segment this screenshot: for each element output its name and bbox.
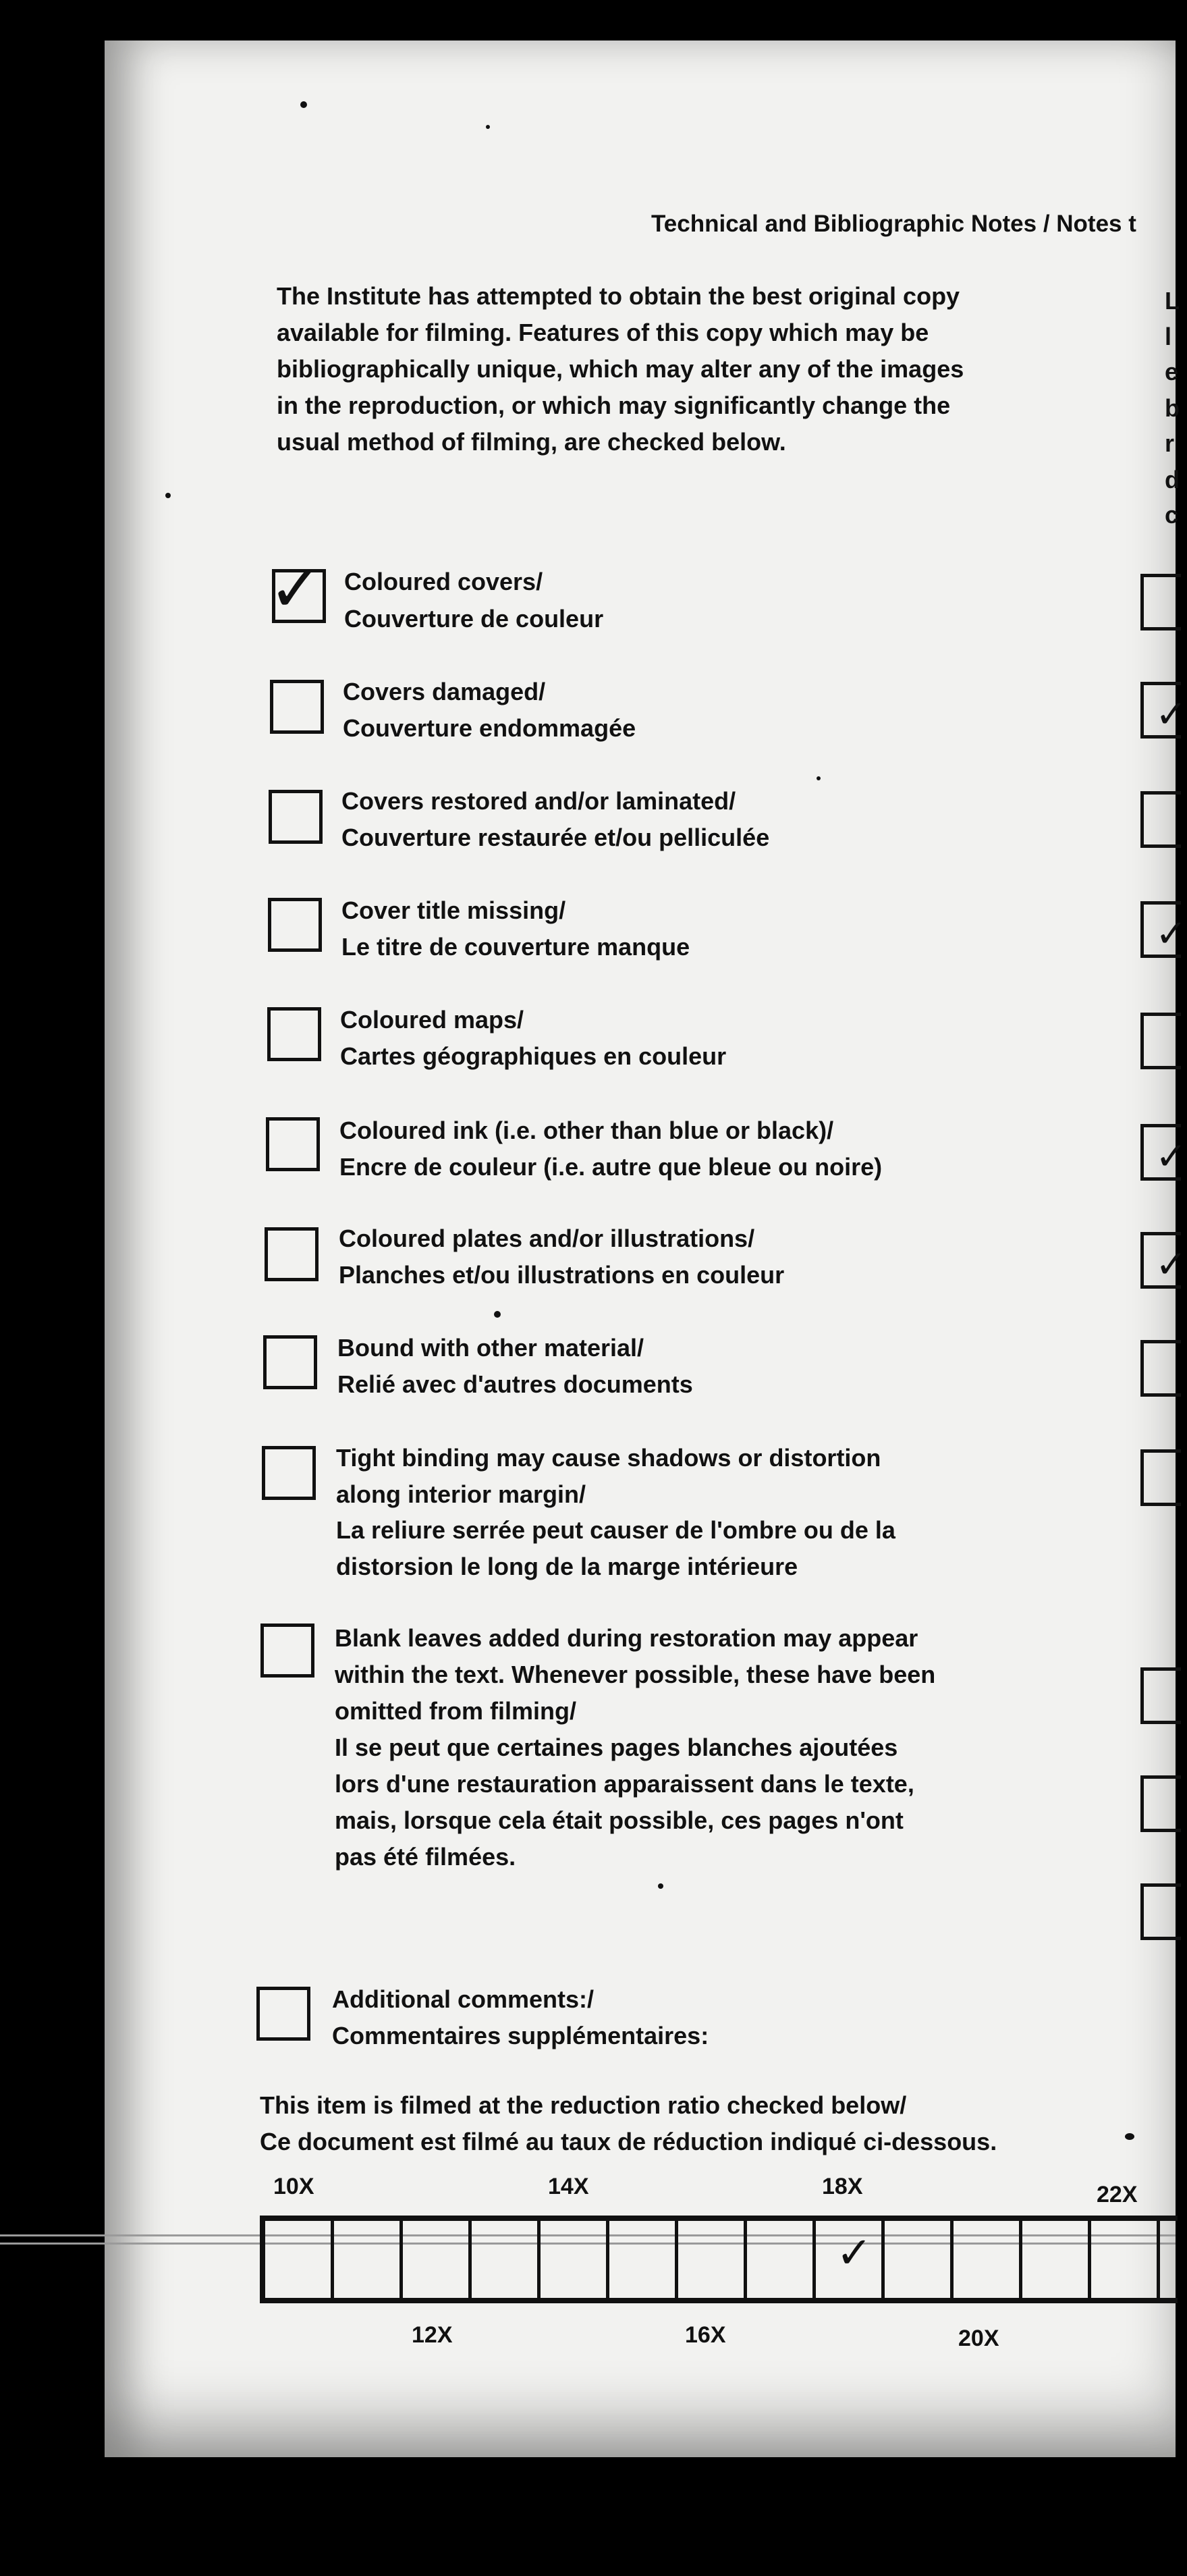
check-icon: ✓ xyxy=(1155,1135,1187,1177)
item-fr-label: Relié avec d'autres documents xyxy=(337,1370,693,1398)
check-icon: ✓ xyxy=(836,2228,873,2277)
tight-binding-checkbox[interactable] xyxy=(262,1446,316,1500)
comments-en-label: Additional comments:/ xyxy=(332,1985,595,2013)
item-en-label: Coloured maps/ xyxy=(340,1006,524,1034)
check-icon: ✓ xyxy=(1155,693,1187,735)
item-en-label: Coloured ink (i.e. other than blue or black)/ xyxy=(339,1117,834,1144)
right-column-checkbox[interactable] xyxy=(1140,791,1181,848)
ratio-cell[interactable] xyxy=(472,2221,541,2298)
dust-speck xyxy=(494,1311,501,1318)
blank-leaves-checkbox[interactable] xyxy=(260,1624,314,1678)
right-column-letter: r xyxy=(1165,429,1175,457)
covers-restored-checkbox[interactable] xyxy=(269,790,323,844)
dust-speck xyxy=(658,1883,663,1889)
right-column-letter: e xyxy=(1165,358,1179,385)
item-fr-label: Couverture endommagée xyxy=(343,714,636,742)
scale-bottom-label: 12X xyxy=(412,2322,453,2348)
dust-speck xyxy=(1125,2133,1134,2140)
ratio-cell-checked[interactable] xyxy=(816,2221,885,2298)
bound-with-other-checkbox[interactable] xyxy=(263,1335,317,1389)
dust-speck xyxy=(817,776,821,780)
ratio-cell[interactable] xyxy=(609,2221,678,2298)
intro-paragraph: The Institute has attempted to obtain the best original copy available for filming. Features of this copy which may be bibliographically unique, which may alter any of the images in the reproduction, or which may significantly change the usual method of filming, are checked below. xyxy=(277,282,964,456)
cover-title-missing-checkbox[interactable] xyxy=(268,898,322,952)
coloured-plates-checkbox[interactable] xyxy=(265,1227,319,1281)
ratio-line-en: This item is filmed at the reduction ratio checked below/ xyxy=(260,2091,907,2119)
item-fr-label: Planches et/ou illustrations en couleur xyxy=(339,1261,785,1289)
ratio-line-fr: Ce document est filmé au taux de réduction indiqué ci-dessous. xyxy=(260,2128,997,2155)
right-column-letter: l xyxy=(1165,323,1172,350)
check-icon: ✓ xyxy=(269,553,323,625)
scale-top-label: 10X xyxy=(273,2174,314,2199)
right-column-letter: c xyxy=(1165,501,1179,529)
item-fr-label: Le titre de couverture manque xyxy=(341,933,690,961)
dust-speck xyxy=(300,101,307,108)
item-fr-label: Couverture de couleur xyxy=(344,605,604,633)
item-en-label: Blank leaves added during restoration may appear within the text. Whenever possible, these have been omitted from filming/ xyxy=(335,1624,936,1725)
ratio-cell[interactable] xyxy=(403,2221,472,2298)
ratio-cell[interactable] xyxy=(747,2221,816,2298)
check-icon: ✓ xyxy=(1155,912,1187,955)
item-en-label: Bound with other material/ xyxy=(337,1334,644,1362)
dust-speck xyxy=(486,125,490,129)
item-fr-label: Cartes géographiques en couleur xyxy=(340,1042,727,1070)
reduction-ratio-grid xyxy=(260,2216,1178,2303)
right-column-checkbox[interactable] xyxy=(1140,1667,1181,1724)
right-column-letter: L xyxy=(1165,287,1180,315)
scale-bottom-label: 20X xyxy=(958,2326,999,2351)
ratio-cell[interactable] xyxy=(265,2221,334,2298)
scale-top-label: 18X xyxy=(822,2174,863,2199)
item-fr-label: Il se peut que certaines pages blanches ajoutées lors d'une restauration apparaissent dans le texte, mais, lorsque cela était possible, ces pages n'ont pas été filmées. xyxy=(335,1734,914,1871)
right-column-checkbox[interactable] xyxy=(1140,574,1181,630)
page-title: Technical and Bibliographic Notes / Notes t xyxy=(651,211,1136,237)
coloured-ink-checkbox[interactable] xyxy=(266,1117,320,1171)
scale-top-label: 22X xyxy=(1097,2182,1138,2207)
item-en-label: Coloured plates and/or illustrations/ xyxy=(339,1225,755,1252)
right-column-checkbox[interactable] xyxy=(1140,1013,1181,1069)
coloured-maps-checkbox[interactable] xyxy=(267,1007,321,1061)
item-en-label: Covers damaged/ xyxy=(343,678,546,705)
right-column-letter: d xyxy=(1165,466,1180,493)
item-fr-label: Couverture restaurée et/ou pelliculée xyxy=(341,824,770,851)
item-fr-label: La reliure serrée peut causer de l'ombre ou de la distorsion le long de la marge intérieure xyxy=(336,1516,895,1580)
ratio-cell[interactable] xyxy=(885,2221,954,2298)
item-fr-label: Encre de couleur (i.e. autre que bleue ou noire) xyxy=(339,1153,883,1181)
ratio-cell[interactable] xyxy=(334,2221,403,2298)
check-icon: ✓ xyxy=(1155,1243,1187,1285)
item-en-label: Cover title missing/ xyxy=(341,896,566,924)
right-column-checkbox[interactable] xyxy=(1140,1775,1181,1832)
scale-top-label: 14X xyxy=(548,2174,589,2199)
ratio-cell[interactable] xyxy=(1091,2221,1160,2298)
item-en-label: Covers restored and/or laminated/ xyxy=(341,787,736,815)
ratio-cell[interactable] xyxy=(678,2221,747,2298)
right-column-checkbox[interactable] xyxy=(1140,1340,1181,1397)
right-column-checkbox[interactable] xyxy=(1140,1449,1181,1506)
scale-bottom-label: 16X xyxy=(685,2322,726,2348)
comments-fr-label: Commentaires supplémentaires: xyxy=(332,2022,709,2049)
item-en-label: Coloured covers/ xyxy=(344,568,543,595)
ratio-cell[interactable] xyxy=(954,2221,1022,2298)
dust-speck xyxy=(165,493,171,498)
ratio-cell[interactable] xyxy=(1022,2221,1091,2298)
additional-comments-checkbox[interactable] xyxy=(256,1987,310,2041)
right-column-letter: b xyxy=(1165,394,1180,422)
covers-damaged-checkbox[interactable] xyxy=(270,680,324,734)
ratio-cell[interactable] xyxy=(541,2221,609,2298)
item-en-label: Tight binding may cause shadows or distortion along interior margin/ xyxy=(336,1444,881,1508)
right-column-checkbox[interactable] xyxy=(1140,1883,1181,1940)
